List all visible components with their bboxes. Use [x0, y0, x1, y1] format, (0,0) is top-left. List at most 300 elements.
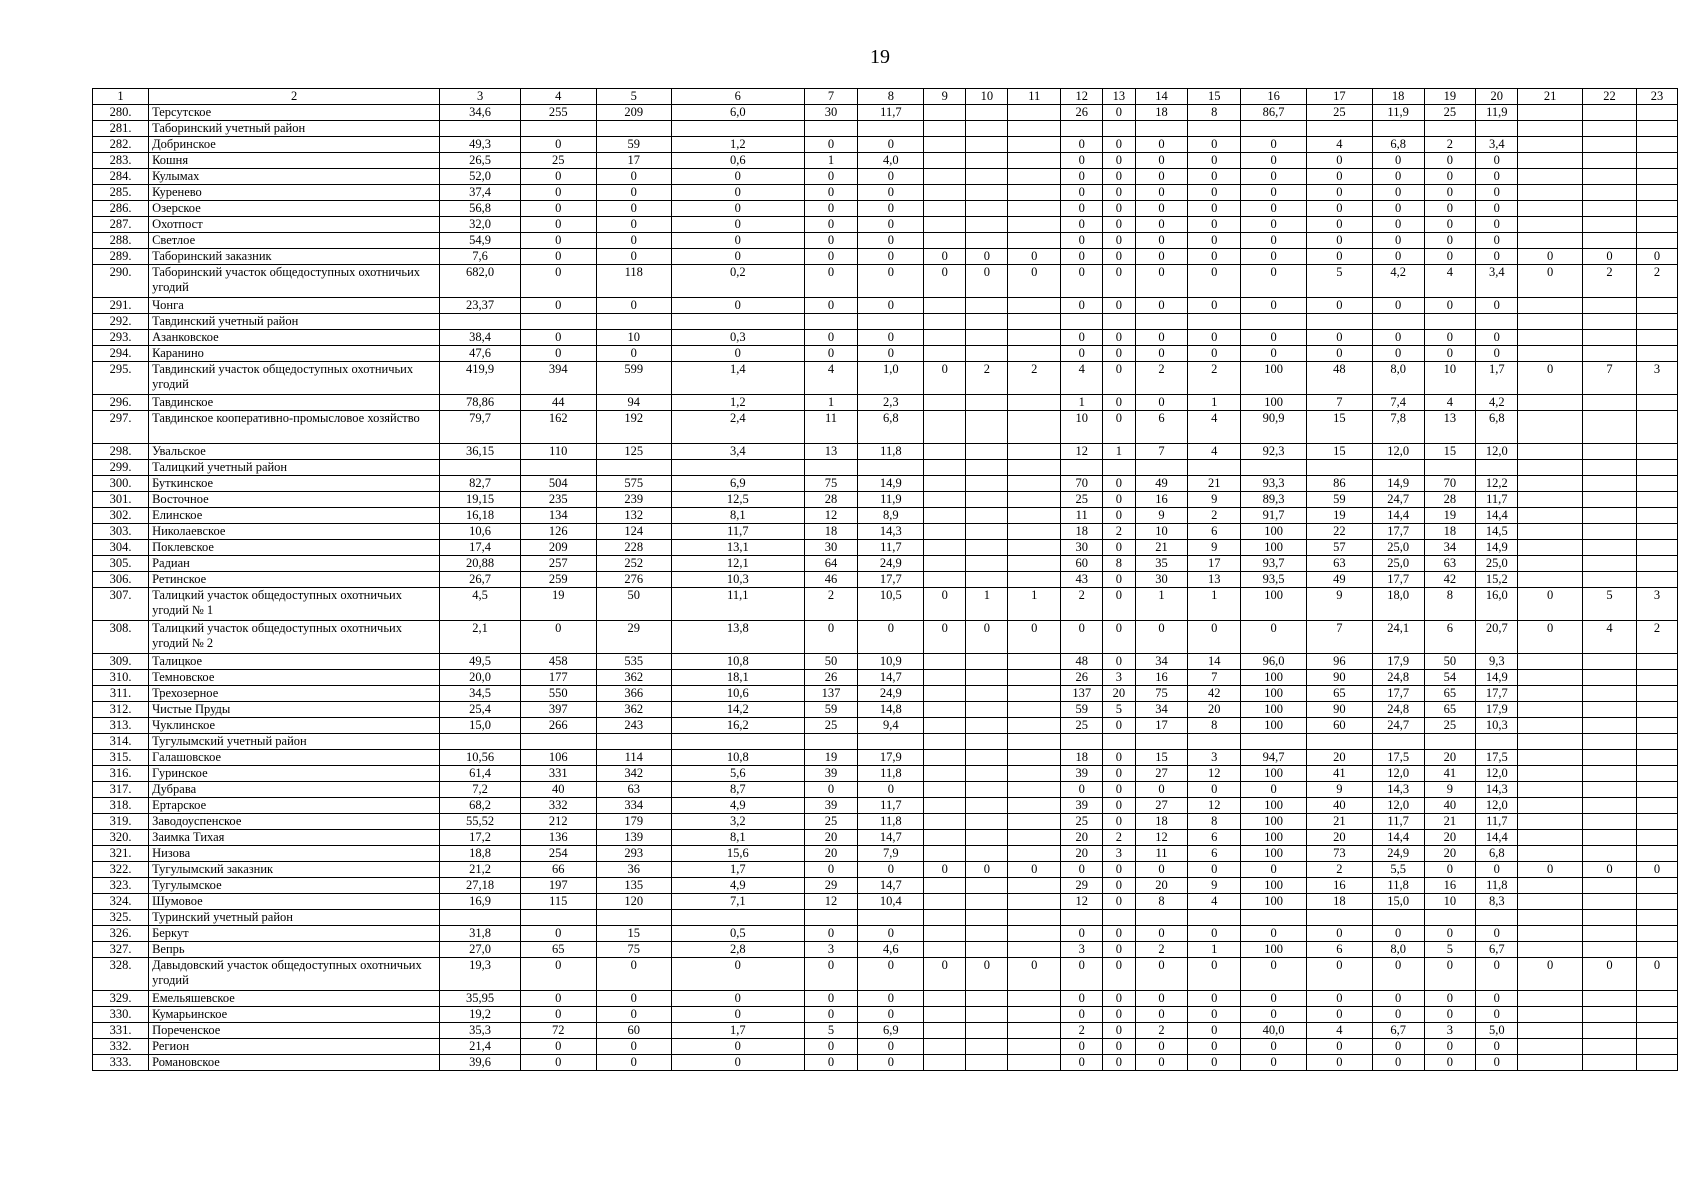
- value-cell: 1,2: [671, 137, 804, 153]
- header-cell: 8: [858, 89, 924, 105]
- value-cell: 0: [1424, 1007, 1476, 1023]
- value-cell: 0: [596, 185, 671, 201]
- value-cell: [1518, 169, 1583, 185]
- value-cell: 0: [1188, 926, 1241, 942]
- value-cell: [1582, 846, 1636, 862]
- table-row: [93, 249, 1678, 265]
- value-cell: 100: [1241, 702, 1307, 718]
- value-cell: 0: [1061, 958, 1103, 991]
- value-cell: 11: [1061, 508, 1103, 524]
- value-cell: 15: [1135, 750, 1188, 766]
- value-cell: 20,7: [1476, 621, 1518, 654]
- name-cell: Талицкое: [149, 654, 440, 670]
- value-cell: [966, 878, 1008, 894]
- value-cell: 7,4: [1372, 395, 1424, 411]
- value-cell: 11,7: [858, 540, 924, 556]
- value-cell: [1061, 121, 1103, 137]
- value-cell: 0: [804, 217, 858, 233]
- header-cell: 14: [1135, 89, 1188, 105]
- name-cell: Озерское: [149, 201, 440, 217]
- row-number-cell: 285.: [93, 185, 149, 201]
- value-cell: 9,3: [1476, 654, 1518, 670]
- value-cell: [1582, 411, 1636, 444]
- value-cell: 12,0: [1372, 798, 1424, 814]
- value-cell: [858, 910, 924, 926]
- value-cell: 4: [1582, 621, 1636, 654]
- header-cell: 3: [440, 89, 521, 105]
- value-cell: [966, 105, 1008, 121]
- value-cell: 0: [1103, 621, 1135, 654]
- value-cell: 100: [1241, 718, 1307, 734]
- value-cell: [1008, 782, 1061, 798]
- value-cell: 1: [966, 588, 1008, 621]
- value-cell: 0: [1241, 233, 1307, 249]
- value-cell: 48: [1061, 654, 1103, 670]
- value-cell: [1582, 185, 1636, 201]
- value-cell: [440, 314, 521, 330]
- value-cell: [966, 346, 1008, 362]
- value-cell: 1: [1188, 588, 1241, 621]
- value-cell: 0: [1372, 185, 1424, 201]
- value-cell: 0: [1476, 1007, 1518, 1023]
- value-cell: 14,9: [1372, 476, 1424, 492]
- value-cell: 0: [596, 1039, 671, 1055]
- value-cell: 17,7: [1372, 686, 1424, 702]
- row-number-cell: 292.: [93, 314, 149, 330]
- name-cell: Вепрь: [149, 942, 440, 958]
- name-cell: Романовское: [149, 1055, 440, 1071]
- value-cell: [1518, 153, 1583, 169]
- value-cell: [966, 991, 1008, 1007]
- value-cell: [924, 233, 966, 249]
- value-cell: [1582, 540, 1636, 556]
- value-cell: [1135, 314, 1188, 330]
- value-cell: 3: [1103, 670, 1135, 686]
- value-cell: 19,2: [440, 1007, 521, 1023]
- value-cell: 0: [804, 991, 858, 1007]
- value-cell: 14,7: [858, 670, 924, 686]
- value-cell: [1008, 121, 1061, 137]
- value-cell: 17: [596, 153, 671, 169]
- value-cell: 235: [521, 492, 596, 508]
- value-cell: 0: [1103, 766, 1135, 782]
- value-cell: 5: [1306, 265, 1372, 298]
- value-cell: 63: [1424, 556, 1476, 572]
- value-cell: 4: [804, 362, 858, 395]
- value-cell: [966, 846, 1008, 862]
- value-cell: 0: [1103, 362, 1135, 395]
- value-cell: 0: [1188, 249, 1241, 265]
- value-cell: 0: [804, 265, 858, 298]
- value-cell: [1008, 670, 1061, 686]
- value-cell: 14,4: [1476, 508, 1518, 524]
- value-cell: 28: [1424, 492, 1476, 508]
- value-cell: 0: [1103, 782, 1135, 798]
- value-cell: 40: [521, 782, 596, 798]
- value-cell: [1582, 572, 1636, 588]
- value-cell: 0: [1188, 185, 1241, 201]
- value-cell: 114: [596, 750, 671, 766]
- value-cell: 1: [1103, 444, 1135, 460]
- value-cell: 3: [1424, 1023, 1476, 1039]
- value-cell: 21,2: [440, 862, 521, 878]
- value-cell: 0: [1306, 991, 1372, 1007]
- name-cell: Тугулымское: [149, 878, 440, 894]
- value-cell: [966, 137, 1008, 153]
- name-cell: Чистые Пруды: [149, 702, 440, 718]
- value-cell: 0: [671, 233, 804, 249]
- value-cell: 0: [1241, 991, 1307, 1007]
- value-cell: 21: [1135, 540, 1188, 556]
- name-cell: Кумарьинское: [149, 1007, 440, 1023]
- value-cell: [966, 1039, 1008, 1055]
- value-cell: [1372, 910, 1424, 926]
- value-cell: 0: [1008, 621, 1061, 654]
- value-cell: 0: [1476, 330, 1518, 346]
- value-cell: 0,3: [671, 330, 804, 346]
- value-cell: 0: [1241, 298, 1307, 314]
- value-cell: 4: [1306, 1023, 1372, 1039]
- value-cell: 2: [1636, 265, 1677, 298]
- value-cell: [804, 314, 858, 330]
- value-cell: 0: [1241, 169, 1307, 185]
- value-cell: 41: [1306, 766, 1372, 782]
- name-cell: Талицкий учетный район: [149, 460, 440, 476]
- value-cell: 0: [1103, 1039, 1135, 1055]
- value-cell: 0: [1103, 991, 1135, 1007]
- value-cell: [966, 476, 1008, 492]
- value-cell: 14,8: [858, 702, 924, 718]
- value-cell: 10: [1061, 411, 1103, 444]
- value-cell: 25: [1424, 718, 1476, 734]
- value-cell: [924, 524, 966, 540]
- value-cell: [671, 460, 804, 476]
- value-cell: 0: [1135, 233, 1188, 249]
- value-cell: [1518, 878, 1583, 894]
- value-cell: 12,0: [1476, 444, 1518, 460]
- value-cell: [1582, 1007, 1636, 1023]
- value-cell: 24,7: [1372, 492, 1424, 508]
- value-cell: 11,7: [1476, 492, 1518, 508]
- value-cell: 0: [1103, 588, 1135, 621]
- value-cell: [1518, 556, 1583, 572]
- value-cell: 34: [1135, 702, 1188, 718]
- value-cell: 11,7: [1372, 814, 1424, 830]
- value-cell: [1636, 686, 1677, 702]
- value-cell: 0: [966, 621, 1008, 654]
- value-cell: 66: [521, 862, 596, 878]
- value-cell: 0: [804, 782, 858, 798]
- value-cell: [924, 540, 966, 556]
- row-number-cell: 316.: [93, 766, 149, 782]
- value-cell: 93,7: [1241, 556, 1307, 572]
- name-cell: Восточное: [149, 492, 440, 508]
- value-cell: [1518, 217, 1583, 233]
- value-cell: 61,4: [440, 766, 521, 782]
- name-cell: Туринский учетный район: [149, 910, 440, 926]
- value-cell: 46: [804, 572, 858, 588]
- value-cell: [924, 670, 966, 686]
- value-cell: 15,6: [671, 846, 804, 862]
- value-cell: 4,5: [440, 588, 521, 621]
- table-row: [93, 958, 1678, 991]
- value-cell: 44: [521, 395, 596, 411]
- value-cell: [1636, 105, 1677, 121]
- table-row: [93, 265, 1678, 298]
- value-cell: [1008, 540, 1061, 556]
- value-cell: 94: [596, 395, 671, 411]
- value-cell: 30: [1061, 540, 1103, 556]
- value-cell: [1008, 330, 1061, 346]
- table-row: [93, 718, 1678, 734]
- value-cell: 65: [1424, 686, 1476, 702]
- value-cell: 2: [1188, 508, 1241, 524]
- value-cell: [1518, 185, 1583, 201]
- value-cell: [1582, 830, 1636, 846]
- name-cell: Пореченское: [149, 1023, 440, 1039]
- row-number-cell: 304.: [93, 540, 149, 556]
- value-cell: 0: [1306, 1055, 1372, 1071]
- value-cell: 0: [858, 1007, 924, 1023]
- value-cell: 0: [966, 249, 1008, 265]
- value-cell: [1188, 910, 1241, 926]
- value-cell: [1636, 153, 1677, 169]
- value-cell: 20: [1188, 702, 1241, 718]
- value-cell: 0: [521, 958, 596, 991]
- value-cell: [1636, 718, 1677, 734]
- value-cell: 2: [1582, 265, 1636, 298]
- value-cell: 14,4: [1372, 508, 1424, 524]
- value-cell: [1372, 734, 1424, 750]
- value-cell: [1008, 1039, 1061, 1055]
- row-number-cell: 312.: [93, 702, 149, 718]
- value-cell: 0: [1241, 153, 1307, 169]
- value-cell: 0: [804, 958, 858, 991]
- value-cell: 0: [1008, 862, 1061, 878]
- value-cell: 575: [596, 476, 671, 492]
- value-cell: [1518, 1023, 1583, 1039]
- value-cell: 11,7: [1476, 814, 1518, 830]
- value-cell: 0: [1241, 265, 1307, 298]
- value-cell: [966, 444, 1008, 460]
- value-cell: [1008, 654, 1061, 670]
- value-cell: [1518, 798, 1583, 814]
- value-cell: [1518, 910, 1583, 926]
- value-cell: [924, 346, 966, 362]
- value-cell: [1518, 1007, 1583, 1023]
- value-cell: 12: [1188, 798, 1241, 814]
- value-cell: 0: [1306, 153, 1372, 169]
- row-number-cell: 287.: [93, 217, 149, 233]
- name-cell: Тугулымский заказник: [149, 862, 440, 878]
- header-cell: 12: [1061, 89, 1103, 105]
- value-cell: 82,7: [440, 476, 521, 492]
- value-cell: [1424, 121, 1476, 137]
- value-cell: [671, 121, 804, 137]
- row-number-cell: 322.: [93, 862, 149, 878]
- value-cell: 0: [1424, 958, 1476, 991]
- value-cell: [924, 798, 966, 814]
- value-cell: 25: [804, 718, 858, 734]
- value-cell: [1518, 540, 1583, 556]
- value-cell: 0: [858, 346, 924, 362]
- table-row: [93, 588, 1678, 621]
- value-cell: 0: [1135, 991, 1188, 1007]
- name-cell: Елинское: [149, 508, 440, 524]
- value-cell: 20: [804, 830, 858, 846]
- value-cell: [1518, 1039, 1583, 1055]
- value-cell: 7: [1188, 670, 1241, 686]
- value-cell: 20: [804, 846, 858, 862]
- value-cell: [1636, 734, 1677, 750]
- value-cell: 0: [521, 169, 596, 185]
- header-cell: 19: [1424, 89, 1476, 105]
- value-cell: 11,7: [671, 524, 804, 540]
- value-cell: 0: [1518, 265, 1583, 298]
- value-cell: 0: [858, 330, 924, 346]
- name-cell: Гуринское: [149, 766, 440, 782]
- value-cell: 34: [1135, 654, 1188, 670]
- value-cell: 0: [1188, 1055, 1241, 1071]
- value-cell: 2: [1188, 362, 1241, 395]
- value-cell: 13: [1188, 572, 1241, 588]
- value-cell: 0: [1372, 1039, 1424, 1055]
- value-cell: 0: [1061, 233, 1103, 249]
- value-cell: 0: [1188, 233, 1241, 249]
- header-cell: 18: [1372, 89, 1424, 105]
- value-cell: [1582, 121, 1636, 137]
- value-cell: [671, 734, 804, 750]
- value-cell: [1372, 121, 1424, 137]
- value-cell: 8: [1424, 588, 1476, 621]
- value-cell: 0: [1188, 265, 1241, 298]
- value-cell: 12,1: [671, 556, 804, 572]
- value-cell: 11,7: [858, 105, 924, 121]
- value-cell: 14,5: [1476, 524, 1518, 540]
- value-cell: [1518, 411, 1583, 444]
- value-cell: 9: [1424, 782, 1476, 798]
- value-cell: [440, 460, 521, 476]
- table-row: [93, 169, 1678, 185]
- value-cell: 12,2: [1476, 476, 1518, 492]
- value-cell: 35,3: [440, 1023, 521, 1039]
- value-cell: 0: [1135, 782, 1188, 798]
- value-cell: 0: [1103, 185, 1135, 201]
- value-cell: 0: [1103, 201, 1135, 217]
- value-cell: 11,8: [1372, 878, 1424, 894]
- value-cell: 0: [671, 169, 804, 185]
- value-cell: 11,8: [858, 814, 924, 830]
- value-cell: 5,5: [1372, 862, 1424, 878]
- value-cell: 0: [521, 265, 596, 298]
- value-cell: 0: [1061, 185, 1103, 201]
- name-cell: Беркут: [149, 926, 440, 942]
- value-cell: 0: [1241, 185, 1307, 201]
- value-cell: 24,9: [858, 686, 924, 702]
- value-cell: 8: [1103, 556, 1135, 572]
- value-cell: 30: [804, 105, 858, 121]
- value-cell: 106: [521, 750, 596, 766]
- value-cell: [1636, 572, 1677, 588]
- value-cell: 0: [596, 298, 671, 314]
- value-cell: 0: [1241, 1055, 1307, 1071]
- value-cell: 342: [596, 766, 671, 782]
- value-cell: 23,37: [440, 298, 521, 314]
- value-cell: 0: [671, 1055, 804, 1071]
- value-cell: [1518, 991, 1583, 1007]
- value-cell: 18: [804, 524, 858, 540]
- value-cell: [966, 185, 1008, 201]
- value-cell: 0: [804, 249, 858, 265]
- table-row: [93, 750, 1678, 766]
- value-cell: [966, 1007, 1008, 1023]
- value-cell: 0: [1582, 249, 1636, 265]
- value-cell: 0: [1061, 1039, 1103, 1055]
- value-cell: 0: [858, 991, 924, 1007]
- value-cell: [596, 910, 671, 926]
- value-cell: 5,6: [671, 766, 804, 782]
- value-cell: [966, 894, 1008, 910]
- value-cell: 100: [1241, 540, 1307, 556]
- value-cell: 0: [1061, 782, 1103, 798]
- value-cell: [966, 524, 1008, 540]
- value-cell: 16: [1424, 878, 1476, 894]
- value-cell: 0: [1008, 958, 1061, 991]
- value-cell: [1008, 201, 1061, 217]
- value-cell: 0: [858, 621, 924, 654]
- value-cell: [924, 460, 966, 476]
- value-cell: 0: [1372, 346, 1424, 362]
- value-cell: 27: [1135, 798, 1188, 814]
- value-cell: [1518, 654, 1583, 670]
- value-cell: 86: [1306, 476, 1372, 492]
- value-cell: [1582, 346, 1636, 362]
- value-cell: 0,5: [671, 926, 804, 942]
- value-cell: 6,7: [1476, 942, 1518, 958]
- name-cell: Заводоуспенское: [149, 814, 440, 830]
- value-cell: 0: [1306, 1007, 1372, 1023]
- table-row: [93, 233, 1678, 249]
- value-cell: 0: [1103, 411, 1135, 444]
- value-cell: 132: [596, 508, 671, 524]
- value-cell: 11: [1135, 846, 1188, 862]
- value-cell: 0: [1476, 153, 1518, 169]
- value-cell: 26: [1061, 670, 1103, 686]
- value-cell: [966, 782, 1008, 798]
- name-cell: Емельяшевское: [149, 991, 440, 1007]
- value-cell: 0: [1103, 540, 1135, 556]
- value-cell: 4: [1061, 362, 1103, 395]
- value-cell: [596, 121, 671, 137]
- value-cell: [1008, 830, 1061, 846]
- value-cell: 10: [1424, 894, 1476, 910]
- value-cell: 12: [1061, 894, 1103, 910]
- value-cell: 0: [804, 137, 858, 153]
- value-cell: [1582, 137, 1636, 153]
- value-cell: 18,1: [671, 670, 804, 686]
- value-cell: 10,6: [440, 524, 521, 540]
- value-cell: 0: [1306, 233, 1372, 249]
- value-cell: 4,9: [671, 798, 804, 814]
- table-row: [93, 654, 1678, 670]
- value-cell: [966, 169, 1008, 185]
- value-cell: [1582, 782, 1636, 798]
- value-cell: [966, 1023, 1008, 1039]
- value-cell: 0: [1135, 926, 1188, 942]
- value-cell: 17,9: [1476, 702, 1518, 718]
- row-number-cell: 329.: [93, 991, 149, 1007]
- value-cell: 12,0: [1372, 766, 1424, 782]
